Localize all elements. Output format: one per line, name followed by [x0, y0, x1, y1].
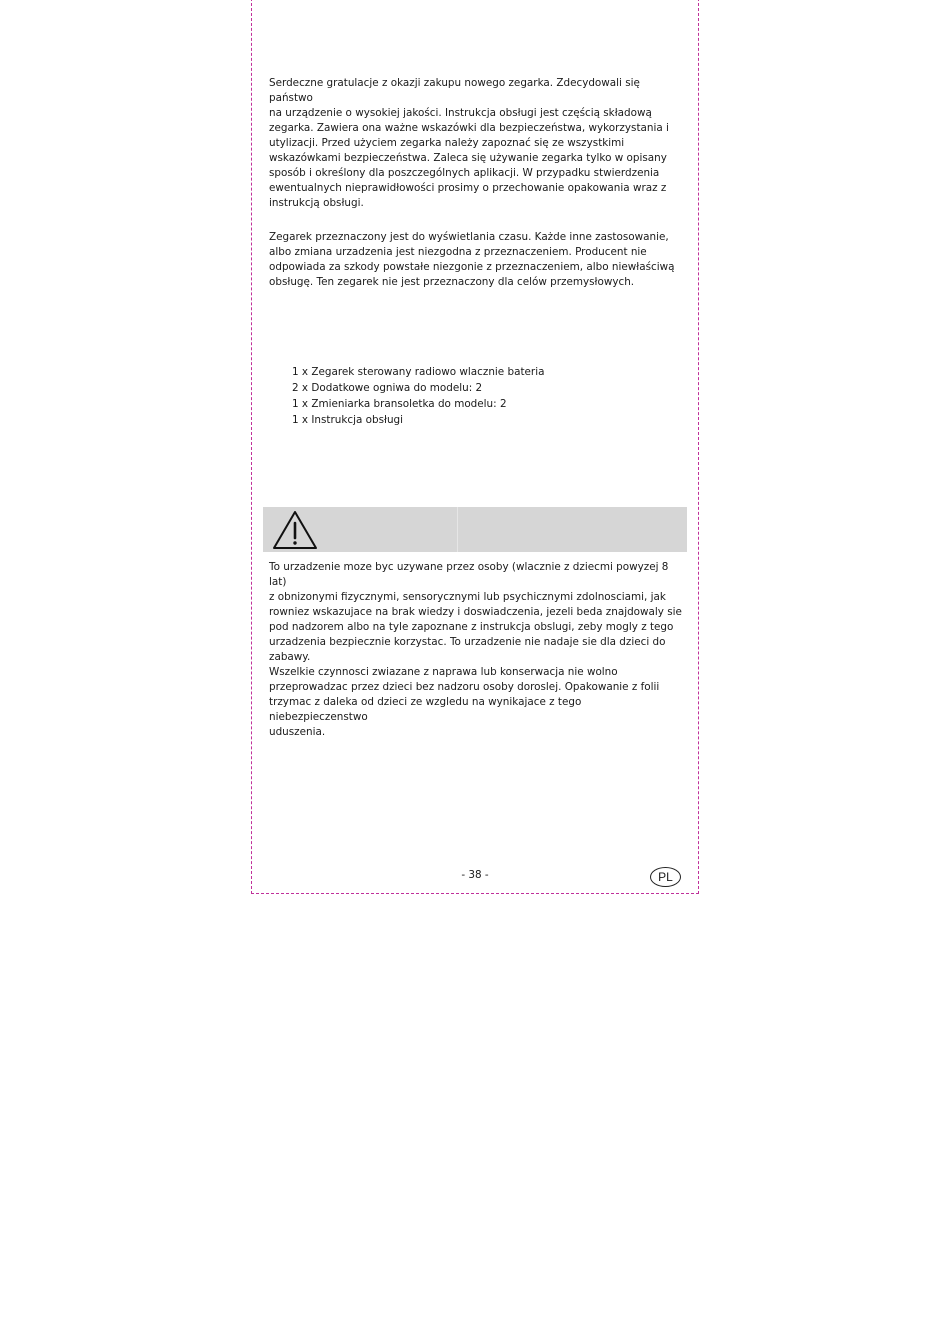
page-number: - 38 - — [461, 869, 489, 881]
intro-paragraph: Serdeczne gratulacje z okazji zakupu nowego zegarka. Zdecydowali się państwo na urządzenie o wysokiej jakości. Instrukcja obsługi jest częścią składową zegarka. Zawiera ona ważne wskazówki dla bezpieczeństwa, wykorzystania i utylizacji. Przed użyciem zegarka należy zapoznać się ze wszystkimi wskazówkami bezpieczeństwa. Zaleca się używanie zegarka tylko w opisany sposób i określony dla poszczególnych aplikacji. W przypadku stwierdzenia ewentualnych nieprawidłowości prosimy o przechowanie opakowania wraz z instrukcją obsługi. — [269, 77, 669, 209]
list-item: 1 x Instrukcja obsługi — [292, 414, 404, 426]
language-badge: PL — [650, 867, 681, 887]
warning-bar-divider — [457, 507, 458, 552]
safety-paragraph: To urzadzenie moze byc uzywane przez osoby (wlacznie z dziecmi powyzej 8 lat) z obnizonymi fizycznymi, sensorycznymi lub psychicznymi zdolnosciami, jak rowniez wskazujace na brak wiedzy i doswiadczenia, jezeli beda znajdowaly sie pod nadzorem albo na tyle zapoznane z instrukcja obslugi, zeby mogly z tego urzadzenia bezpiecznie korzystac. To urzadzenie nie nadaje sie dla dzieci do zabawy. Wszelkie czynnosci zwiazane z naprawa lub konserwacja nie wolno przeprowadzac przez dzieci bez nadzoru osoby doroslej. Opakowanie z folii trzymac z daleka od dzieci ze wzgledu na wynikajace z tego niebezpieczenstwo uduszenia. — [269, 561, 682, 738]
intended-use-paragraph: Zegarek przeznaczony jest do wyświetlania czasu. Każde inne zastosowanie, albo zmiana urzadzenia jest niezgodna z przeznaczeniem. Producent nie odpowiada za szkody powstałe niezgonie z przeznaczeniem, albo niewłaściwą obsługę. Ten zegarek nie jest przeznaczony dla celów przemysłowych. — [269, 231, 675, 288]
warning-header-bar — [263, 507, 687, 552]
list-item: 1 x Zegarek sterowany radiowo wlacznie bateria — [292, 366, 545, 378]
warning-triangle-icon — [271, 509, 319, 551]
package-contents-list — [292, 364, 544, 428]
list-item: 1 x Zmieniarka bransoletka do modelu: 2 — [292, 398, 507, 410]
list-item: 2 x Dodatkowe ogniwa do modelu: 2 — [292, 382, 483, 394]
